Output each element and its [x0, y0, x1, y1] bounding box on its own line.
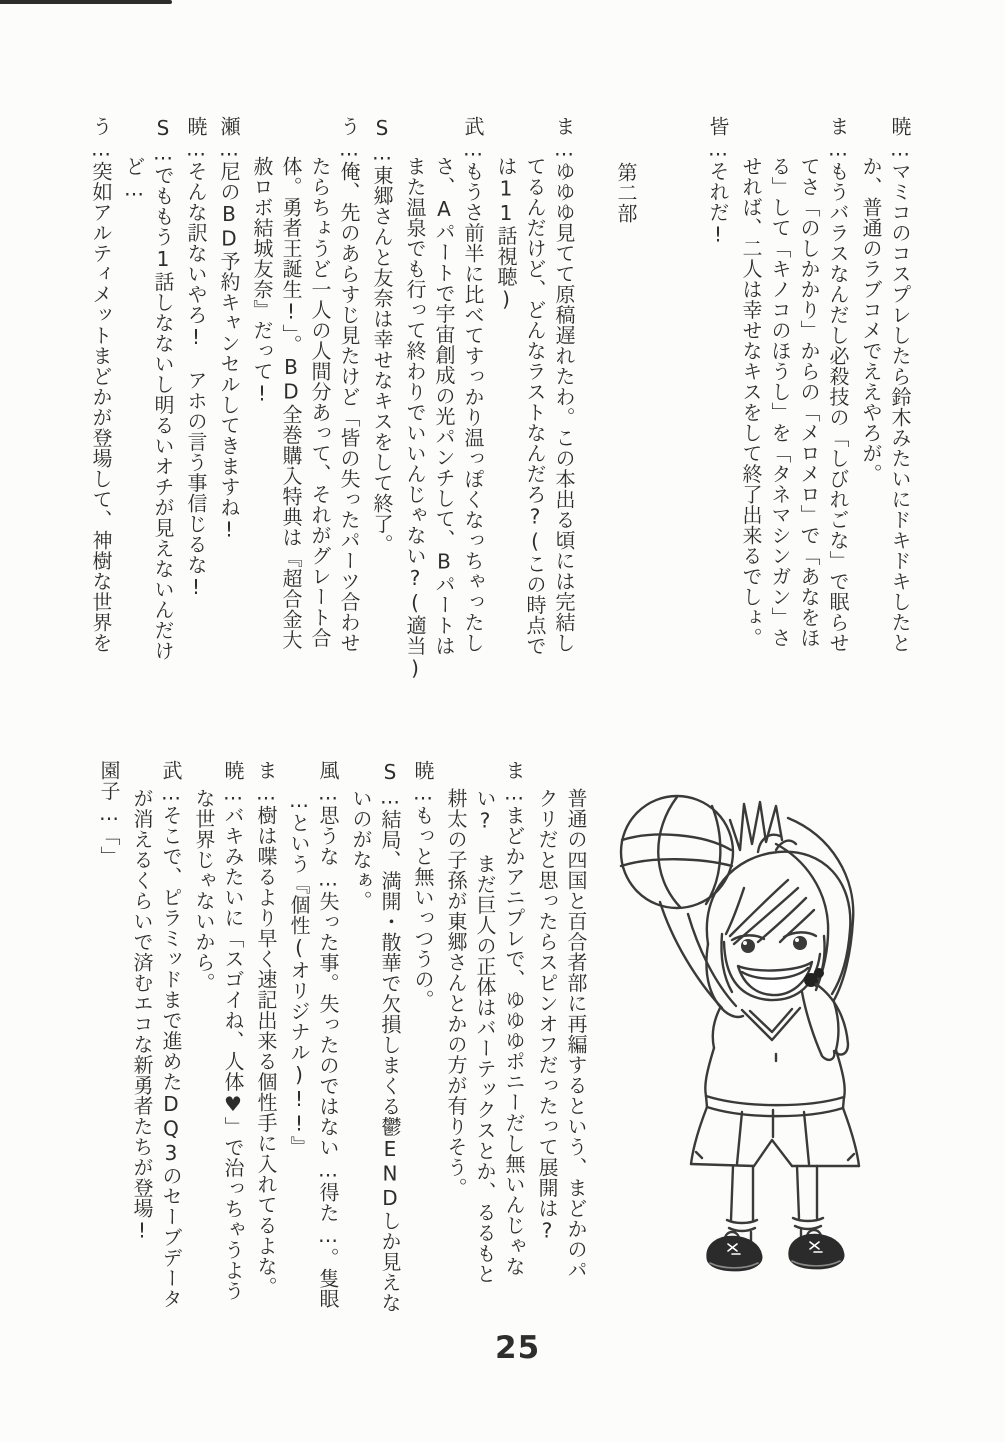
text-line: 体。勇者王誕生!」。BD全巻購入特典は『超合金大 [279, 156, 303, 650]
text-line: てるんだけど、どんなラストなんだろ?(この時点で [523, 156, 547, 656]
text-line: は11話視聴) [494, 156, 518, 312]
dialogue-paragraph [346, 760, 404, 1313]
text-line: 武…そこで、ピラミッドまで進めたDQ3のセーブデータ [159, 760, 183, 1309]
dialogue-block-top [86, 116, 914, 681]
girl-drawing [660, 802, 859, 1270]
dialogue-paragraph [86, 116, 115, 681]
dialogue-paragraph [94, 760, 123, 1313]
dialogue-paragraph [703, 116, 732, 681]
text-line: う…突如アルティメットまどかが登場して、神樹な世界を [89, 116, 113, 653]
text-line: ま…ゆゆゆ見てて原稿遅れたわ。この本出る頃には完結し [552, 116, 576, 653]
text-line: 瀬…尼のBD予約キャンセルしてきますね! [217, 116, 241, 542]
text-line: ま…まどかアニプレで、ゆゆゆポニーだし無いんじゃな [502, 760, 526, 1277]
text-line: クリだと思ったらスピンオフだったって展開は? [535, 788, 559, 1243]
text-line: 園子…「」 [97, 760, 121, 867]
text-line: 皆…それだ! [706, 116, 730, 247]
text-line: 暁…バキみたいに「スゴイね、人体♥」で治っちゃうよう [221, 760, 245, 1301]
text-line: が消えるくらいで済むエコな新勇者たちが登場! [130, 788, 154, 1243]
text-line: 暁…そんな訳ないやろ! アホの言う事信じるな! [184, 116, 208, 600]
eyes [732, 932, 816, 953]
text-line: さ、Aパートで宇宙創成の光パンチして、Bパートは [432, 156, 456, 656]
dialogue-paragraph [119, 116, 177, 681]
text-line: る」して「キノコのほうし」を「タネマシンガン」さ [768, 156, 792, 648]
page-number: 25 [495, 1330, 541, 1366]
text-line: 赦ロボ結城友奈』だって! [250, 156, 274, 406]
scan-edge-artifact [0, 0, 172, 4]
text-line: ま…樹は喋るより早く速記出来る個性手に入れてるよな。 [254, 760, 278, 1297]
text-line: てさ「のしかかり」からの「メロメロ」で「あなをほ [797, 156, 821, 648]
dialogue-paragraph [491, 116, 578, 681]
dialogue-paragraph [532, 760, 590, 1313]
dialogue-paragraph [441, 760, 528, 1313]
sneakers [708, 1230, 844, 1270]
text-line: な世界じゃないから。 [192, 788, 216, 993]
text-line: 暁…マミコのコスプレしたら鈴木みたいにドキドキしたと [888, 116, 912, 653]
text-line: か、普通のラブコメでええやろが。 [859, 156, 883, 484]
text-line: ま…もうバラスなんだし必殺技の「しびれごな」で眠らせ [826, 116, 850, 653]
text-line: せれば、二人は幸せなキスをして終了出来るでしょ。 [739, 156, 763, 648]
dialogue-paragraph [189, 760, 247, 1313]
illustration-girl-with-basketball [592, 792, 912, 1282]
text-line: また温泉でも行って終わりでいいんじゃない?(適当) [403, 156, 427, 681]
text-line: ど… [122, 156, 146, 201]
text-line: …という『個性(オリジナル)!!』 [287, 788, 311, 1157]
text-line: い? まだ巨人の正体はバーテックスとか、るるもと [473, 788, 497, 1284]
text-line: 武…もうさ前半に比べてすっかり温っぽくなっちゃったし [461, 116, 485, 653]
text-line: 暁…もっと無いっつうの。 [411, 760, 435, 1010]
text-line: 普通の四国と百合者部に再編するという、まどかのパ [564, 788, 588, 1280]
dialogue-paragraph [181, 116, 210, 681]
dialogue-block-bottom [94, 760, 590, 1313]
text-line: S…東郷さんと友奈は幸せなキスをして終了。 [370, 116, 394, 555]
text-line: う…俺、先のあらすじ見たけど「皆の失ったパーツ合わせ [337, 116, 361, 653]
dialogue-paragraph [214, 116, 243, 681]
dialogue-paragraph [247, 116, 363, 681]
dialogue-paragraph [400, 116, 487, 681]
text-line: S…でももう1話しなないし明るいオチが見えないんだけ [151, 116, 175, 661]
text-line: たらちょうど一人の人間分あって、それがグレート合 [308, 156, 332, 648]
text-line: 耕太の子孫が東郷さんとかの方が有りそう。 [444, 788, 468, 1198]
dialogue-paragraph [251, 760, 280, 1313]
dialogue-paragraph [367, 116, 396, 681]
text-line: 風…思うな…失った事。失ったのではない…得た…。隻眼 [316, 760, 340, 1309]
text-line: 第二部 [614, 162, 638, 224]
dialogue-paragraph [856, 116, 914, 681]
dialogue-paragraph [284, 760, 342, 1313]
text-line: いのがなぁ。 [349, 788, 373, 911]
dialogue-paragraph [736, 116, 852, 681]
dialogue-paragraph [408, 760, 437, 1313]
text-line: S…結局、満開・散華で欠損しまくる鬱ENDしか見えな [378, 760, 402, 1313]
dialogue-paragraph [127, 760, 185, 1313]
section-heading [611, 116, 640, 681]
